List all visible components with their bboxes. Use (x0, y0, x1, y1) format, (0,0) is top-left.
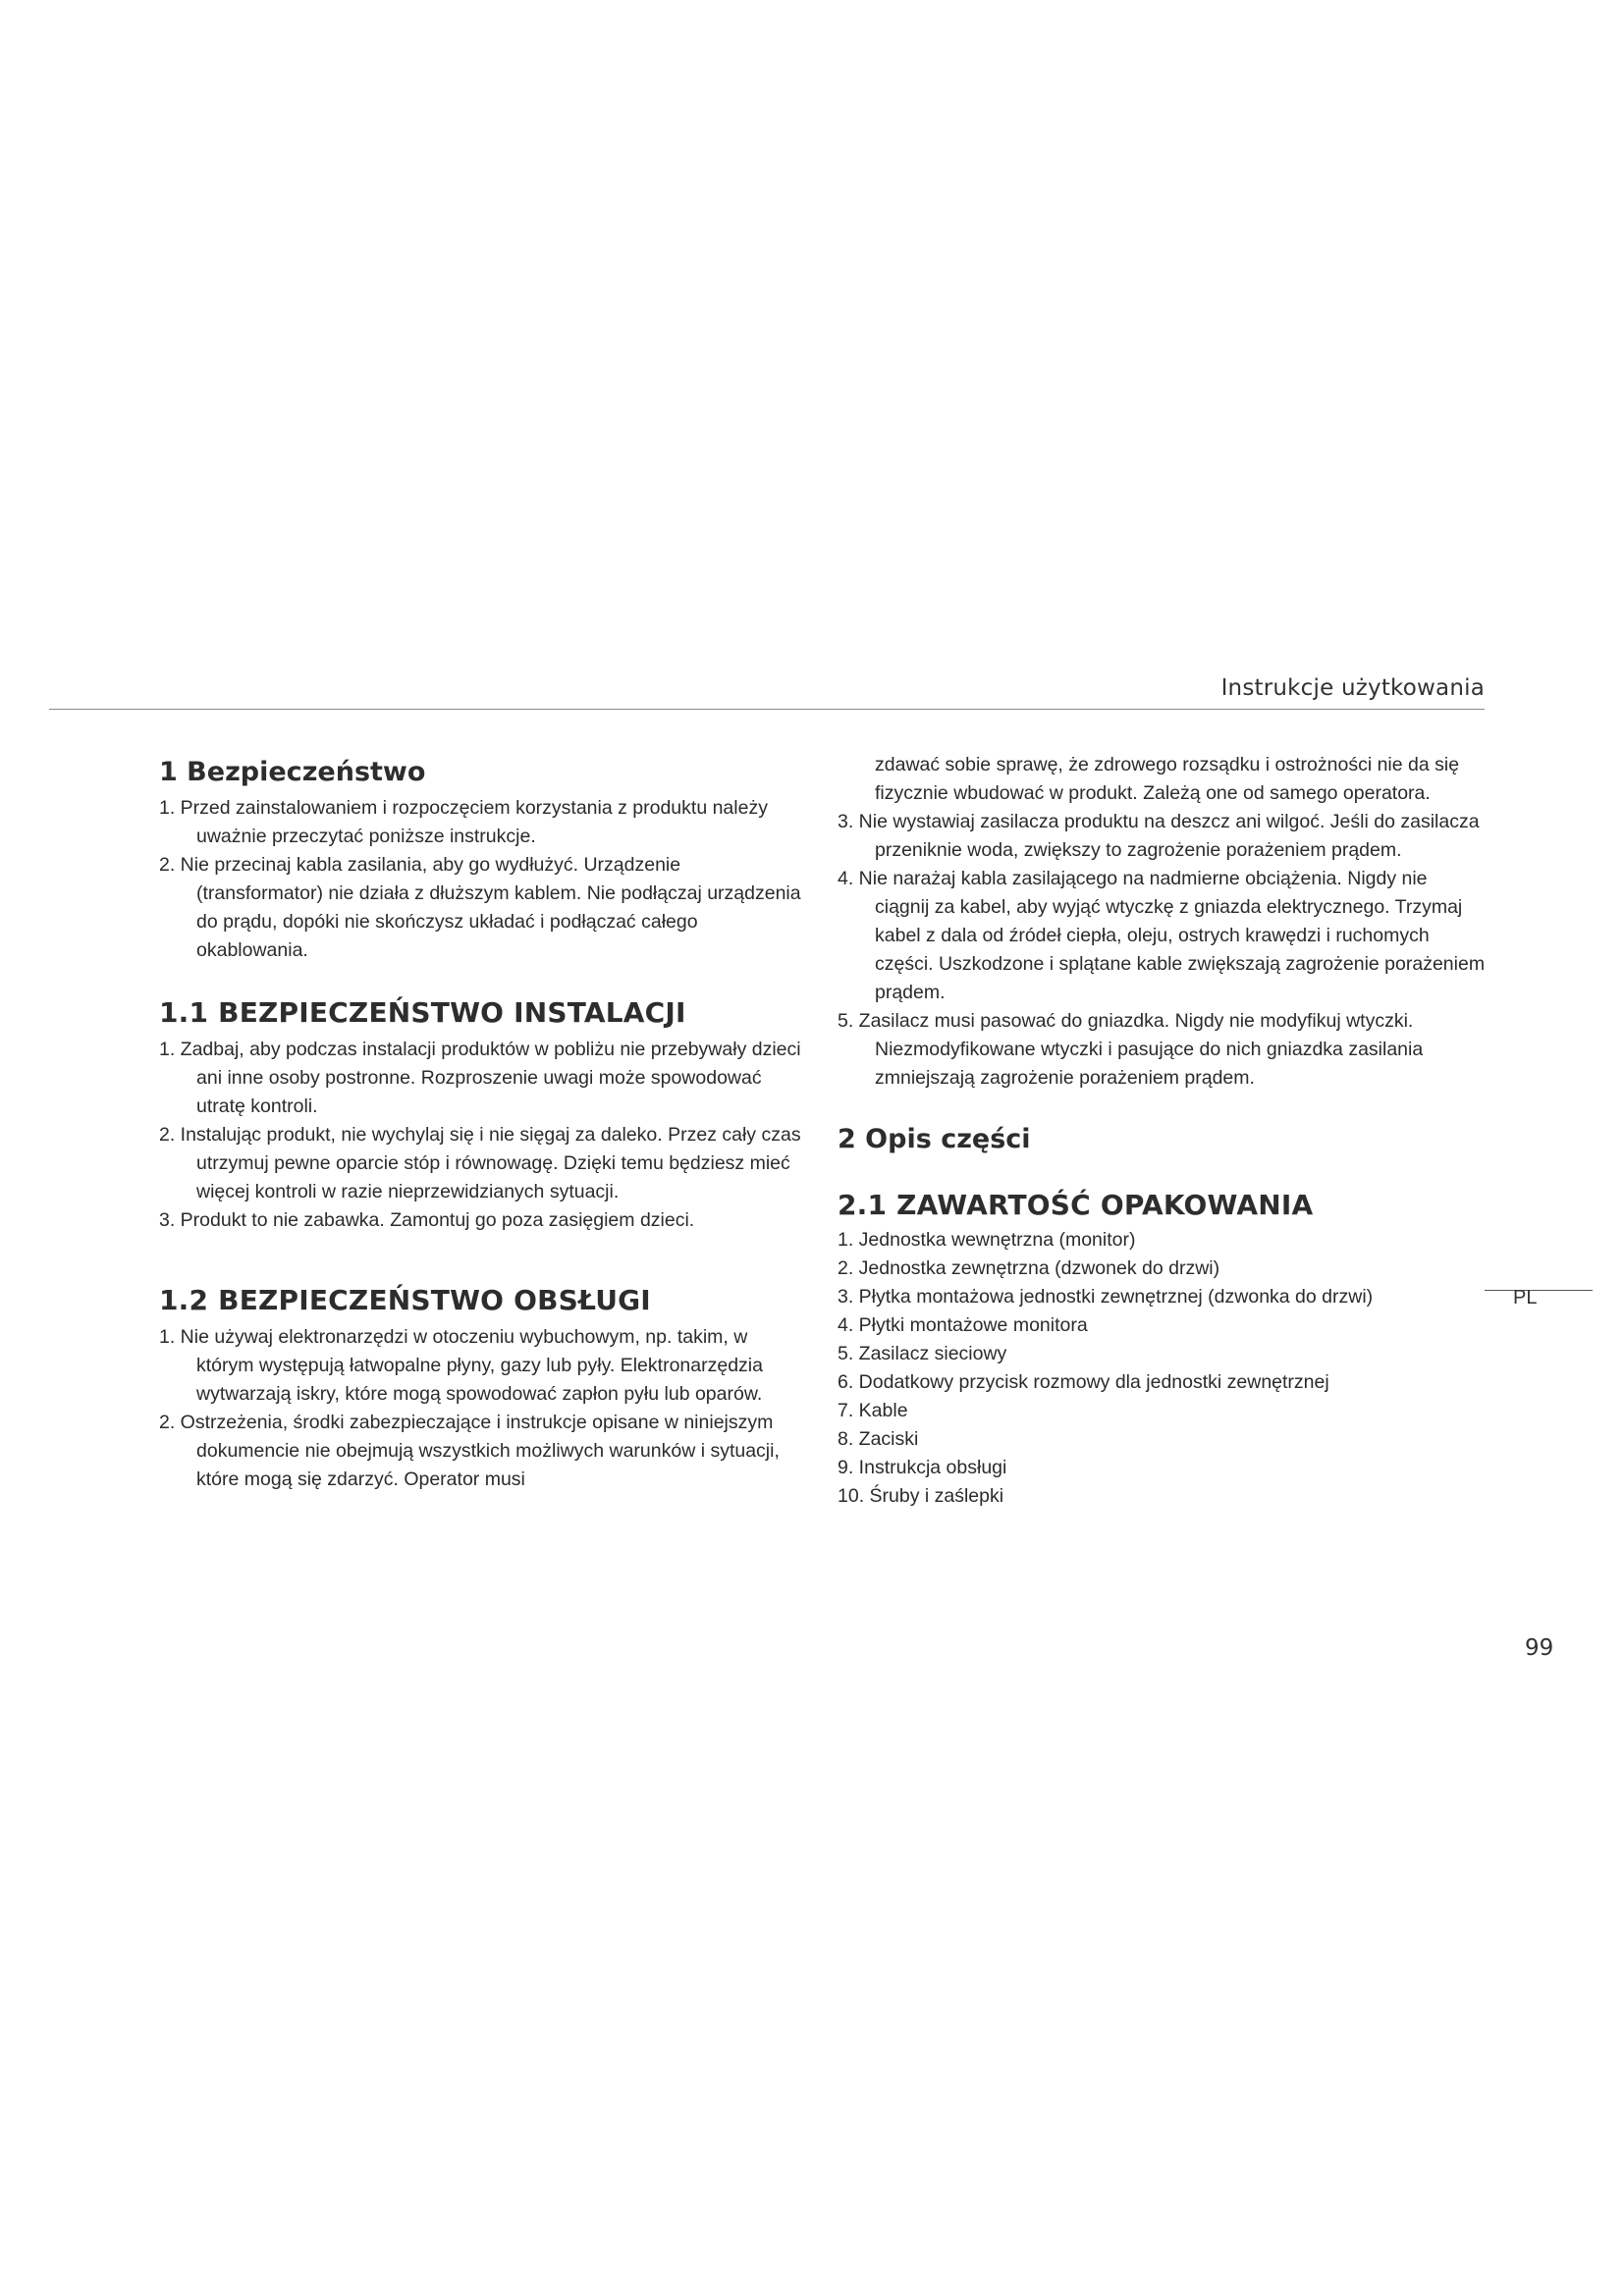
list-item: 7. Kable (838, 1399, 908, 1421)
list-item: 2. Jednostka zewnętrzna (dzwonek do drzwi) (838, 1256, 1220, 1279)
page-number: 99 (1525, 1635, 1554, 1661)
header-rule (49, 709, 1485, 710)
list-item: 1. Zadbaj, aby podczas instalacji produktów w pobliżu nie przebywały dzieci ani inne osoby postronne. Rozproszenie uwagi może spowodować utratę kontroli. (159, 1038, 801, 1117)
section-1-2-title: 1.2 BEZPIECZEŃSTWO OBSŁUGI (159, 1283, 651, 1316)
list-item: 1. Nie używaj elektronarzędzi w otoczeniu wybuchowym, np. takim, w którym występują łatwopalne płyny, gazy lub pyły. Elektronarzędzia wytwarzają iskry, które mogą spowodować zapłon pyłu lub oparów. (159, 1325, 763, 1405)
list-item: 9. Instrukcja obsługi (838, 1456, 1007, 1478)
list-item: 1. Jednostka wewnętrzna (monitor) (838, 1228, 1136, 1251)
section-1-list (159, 794, 807, 965)
left-column (159, 746, 807, 1494)
language-tab-label: PL (1513, 1287, 1538, 1308)
list-item: 5. Zasilacz musi pasować do gniazdka. Nigdy nie modyfikuj wtyczki. Niezmodyfikowane wtyczki i pasujące do nich gniazdka zasilania zmniejszają zagrożenie porażeniem prądem. (838, 1010, 1424, 1089)
list-item: 4. Płytki montażowe monitora (838, 1313, 1088, 1336)
section-1-1-list (159, 1036, 807, 1235)
list-item: 6. Dodatkowy przycisk rozmowy dla jednostki zewnętrznej (838, 1370, 1329, 1393)
list-item: 8. Zaciski (838, 1427, 919, 1450)
list-item: 2. Instalując produkt, nie wychylaj się i nie sięgaj za daleko. Przez cały czas utrzymuj pewne oparcie stóp i równowagę. Dzięki temu będziesz mieć więcej kontroli w razie nieprzewidzianych sytuacji. (159, 1123, 801, 1202)
list-item: 3. Produkt to nie zabawka. Zamontuj go poza zasięgiem dzieci. (159, 1208, 695, 1231)
continued-paragraph: zdawać sobie sprawę, że zdrowego rozsądku i ostrożności nie da się fizycznie wbudować w produkt. Zależą one od samego operatora. (875, 754, 1460, 804)
list-item: 5. Zasilacz sieciowy (838, 1342, 1007, 1364)
section-1-2-list-continued (838, 808, 1486, 1093)
list-item: 4. Nie narażaj kabla zasilającego na nadmierne obciążenia. Nigdy nie ciągnij za kabel, aby wyjąć wtyczkę z gniazda elektrycznego. Trzymaj kabel z dala od źródeł ciepła, oleju, ostrych krawędzi i ruchomych części. Uszkodzone i splątane kable zwiększają zagrożenie porażeniem prądem. (838, 868, 1486, 1003)
list-item: 3. Nie wystawiaj zasilacza produktu na deszcz ani wilgoć. Jeśli do zasilacza przeniknie woda, zwiększy to zagrożenie porażeniem prądem. (838, 811, 1480, 861)
section-2-title: 2 Opis części (838, 1124, 1031, 1154)
list-item: 2. Ostrzeżenia, środki zabezpieczające i instrukcje opisane w niniejszym dokumencie nie obejmują wszystkich możliwych warunków i sytuacji, które mogą się zdarzyć. Operator musi (159, 1411, 780, 1490)
section-1-title: 1 Bezpieczeństwo (159, 757, 426, 787)
language-tab-rule (1485, 1290, 1593, 1291)
header-title: Instrukcje użytkowania (1220, 675, 1485, 701)
section-2-1-list (838, 1226, 1486, 1511)
list-item: 3. Płytka montażowa jednostki zewnętrznej (dzwonka do drzwi) (838, 1285, 1374, 1308)
list-item: 1. Przed zainstalowaniem i rozpoczęciem korzystania z produktu należy uważnie przeczytać poniższe instrukcje. (159, 797, 768, 848)
list-item: 2. Nie przecinaj kabla zasilania, aby go wydłużyć. Urządzenie (transformator) nie działa z dłuższym kablem. Nie podłączaj urządzenia do prądu, dopóki nie skończysz układać i podłączać całego okablowania. (159, 854, 801, 962)
section-2-1-title: 2.1 ZAWARTOŚĆ OPAKOWANIA (838, 1189, 1314, 1222)
section-1-2-list (159, 1323, 807, 1494)
right-column (838, 746, 1486, 1511)
section-1-1-title: 1.1 BEZPIECZEŃSTWO INSTALACJI (159, 996, 686, 1030)
list-item: 10. Śruby i zaślepki (838, 1484, 1004, 1507)
